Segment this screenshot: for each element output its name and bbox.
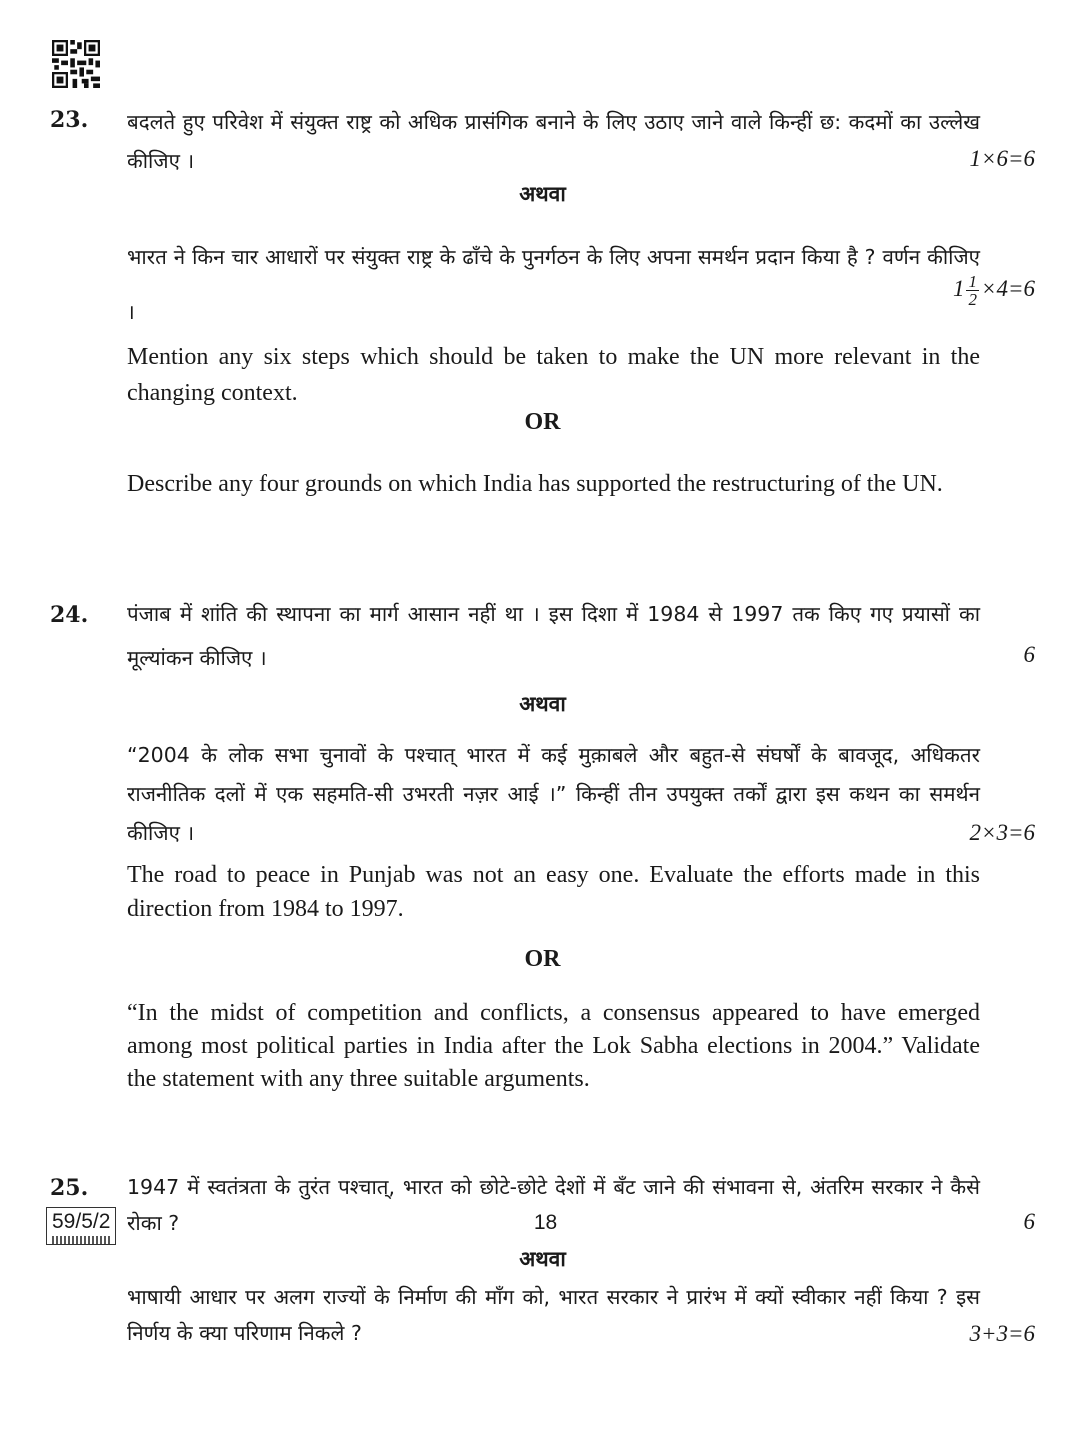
- question-number: 25.: [50, 1175, 89, 1201]
- or-divider-hindi: अथवा: [519, 692, 566, 716]
- page-number: 18: [533, 1211, 558, 1234]
- alternative-marks: [953, 273, 1035, 308]
- question-marks: 6: [1023, 642, 1035, 667]
- or-divider-english: OR: [524, 946, 561, 972]
- marks-whole: 1: [952, 275, 965, 301]
- or-divider-english: OR: [524, 409, 561, 435]
- question-marks: 6: [1023, 1209, 1035, 1234]
- alternative-hindi-text: भाषायी आधार पर अलग राज्यों के निर्माण की माँग को, भारत सरकार ने प्रारंभ में क्यों स्वीकार नहीं किया ? इस निर्णय के क्या परिणाम निकले ?: [127, 1285, 980, 1345]
- alternative-marks: 2×3=6: [969, 820, 1035, 845]
- question-marks: 1×6=6: [969, 146, 1035, 171]
- question-english-text: The road to peace in Punjab was not an easy one. Evaluate the efforts made in this direction from 1984 to 1997.: [127, 862, 980, 922]
- alternative-marks: 3+3=6: [969, 1321, 1035, 1346]
- question-hindi-text: पंजाब में शांति की स्थापना का मार्ग आसान नहीं था । इस दिशा में 1984 से 1997 तक किए गए प्रयासों का मूल्यांकन कीजिए ।: [127, 602, 980, 670]
- barcode-strip: [52, 1236, 110, 1244]
- question-number: 23.: [50, 107, 89, 133]
- alternative-hindi-text: भारत ने किन चार आधारों पर संयुक्त राष्ट्र के ढाँचे के पुनर्गठन के लिए अपना समर्थन प्रदान किया है ? वर्णन कीजिए ।: [127, 245, 980, 324]
- question-hindi-text: बदलते हुए परिवेश में संयुक्त राष्ट्र को अधिक प्रासंगिक बनाने के लिए उठाए जाने वाले किन्हीं छ: कदमों का उल्लेख कीजिए ।: [127, 110, 980, 173]
- fraction-numerator: 1: [968, 272, 977, 291]
- question-number: 24.: [50, 602, 89, 628]
- paper-code-text: 59/5/2: [52, 1210, 111, 1233]
- alternative-english-text: Describe any four grounds on which India has supported the restructuring of the UN.: [127, 471, 943, 497]
- fraction-denominator: 2: [968, 290, 977, 309]
- alternative-english-text: “In the midst of competition and conflicts, a consensus appeared to have emerged among most political parties in India after the Lok Sabha elections in 2004.” Validate the statement with any three suitable arguments.: [127, 1000, 980, 1092]
- question-hindi-text: 1947 में स्वतंत्रता के तुरंत पश्चात्, भारत को छोटे-छोटे देशों में बँट जाने की संभावना से, अंतरिम सरकार ने कैसे रोका ?: [127, 1175, 980, 1235]
- or-divider-hindi: अथवा: [519, 182, 566, 206]
- or-divider-hindi: अथवा: [519, 1247, 566, 1271]
- marks-fraction: [966, 273, 979, 308]
- marks-rest: ×4=6: [980, 275, 1035, 301]
- alternative-hindi-text: “2004 के लोक सभा चुनावों के पश्चात् भारत में कई मुक़ाबले और बहुत-से संघर्षों के बावजूद, अधिकतर राजनीतिक दलों में एक सहमति-सी उभरती नज़र आई ।” किन्हीं तीन उपयुक्त तर्कों द्वारा इस कथन का समर्थन कीजिए ।: [127, 743, 980, 845]
- question-english-text: Mention any six steps which should be taken to make the UN more relevant in the changing context.: [127, 344, 980, 406]
- qr-code-icon: [52, 40, 100, 88]
